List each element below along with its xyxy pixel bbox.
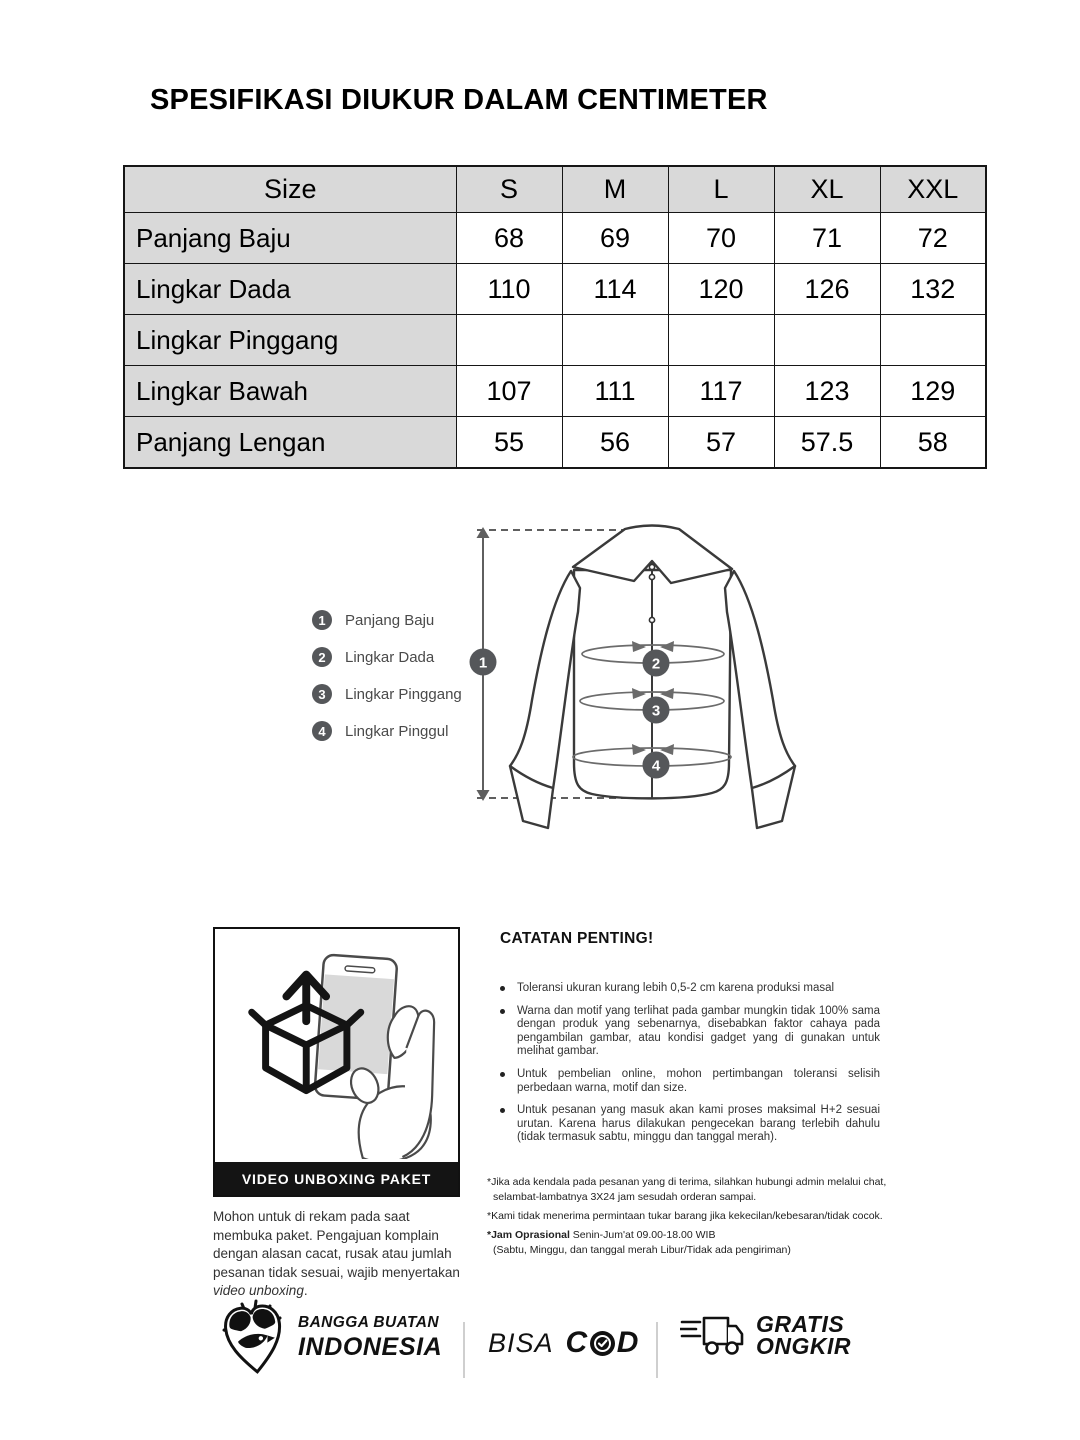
legend-item — [312, 721, 462, 741]
unboxing-note-text: Mohon untuk di rekam pada saat membuka paket. Pengajuan komplain dengan alasan cacat, rusak atau jumlah pesanan tidak sesuai, wajib menyertakan — [213, 1209, 460, 1280]
col-header-m: M — [562, 166, 668, 213]
row-label: Panjang Lengan — [124, 417, 456, 469]
size-cell: 107 — [456, 366, 562, 417]
table-row — [124, 264, 986, 315]
marker-1-num: 1 — [478, 654, 488, 672]
col-header-size: Size — [124, 166, 456, 213]
size-cell: 110 — [456, 264, 562, 315]
size-cell: 55 — [456, 417, 562, 469]
truck-icon — [680, 1310, 746, 1360]
size-cell: 57 — [668, 417, 774, 469]
cod-letter-c: C — [565, 1326, 588, 1359]
size-cell — [880, 315, 986, 366]
badge-divider — [656, 1322, 658, 1378]
size-cell: 126 — [774, 264, 880, 315]
legend-item — [312, 610, 462, 630]
ongkir-line2: ONGKIR — [756, 1333, 851, 1359]
badge-bisa-cod — [488, 1326, 639, 1360]
row-label: Panjang Baju — [124, 213, 456, 264]
footnote-rest: Senin-Jum'at 09.00-18.00 WIB — [569, 1229, 716, 1241]
table-row — [124, 366, 986, 417]
unboxing-note-suffix: . — [303, 1283, 308, 1298]
size-cell: 71 — [774, 213, 880, 264]
badge-bangga-buatan-indonesia — [218, 1296, 442, 1380]
col-header-l: L — [668, 166, 774, 213]
size-cell: 114 — [562, 264, 668, 315]
size-cell: 57.5 — [774, 417, 880, 469]
cod-letter-d: D — [616, 1326, 639, 1359]
page-title: SPESIFIKASI DIUKUR DALAM CENTIMETER — [150, 84, 768, 116]
col-header-s: S — [456, 166, 562, 213]
size-cell: 132 — [880, 264, 986, 315]
row-label: Lingkar Dada — [124, 264, 456, 315]
heart-logo-icon — [218, 1296, 290, 1380]
size-table — [123, 165, 987, 469]
marker-4-num: 4 — [651, 757, 661, 775]
col-header-xl: XL — [774, 166, 880, 213]
size-cell: 117 — [668, 366, 774, 417]
col-header-xxl: XXL — [880, 166, 986, 213]
size-cell: 120 — [668, 264, 774, 315]
legend-badge-1: 1 — [312, 610, 332, 630]
unboxing-note — [213, 1208, 467, 1301]
size-cell: 111 — [562, 366, 668, 417]
made-in-line1: BANGGA BUATAN — [298, 1314, 439, 1331]
legend-badge-3: 3 — [312, 684, 332, 704]
footnote-line: *Jika ada kendala pada pesanan yang di terima, silahkan hubungi admin melalui chat, — [487, 1176, 887, 1188]
row-label: Lingkar Pinggang — [124, 315, 456, 366]
cod-logo — [566, 1326, 639, 1360]
table-row — [124, 417, 986, 469]
footnote-bold: *Jam Oprasional — [487, 1229, 570, 1241]
footnote-line — [487, 1229, 889, 1242]
legend-item — [312, 647, 462, 667]
marker-2-num: 2 — [651, 655, 661, 673]
size-cell — [456, 315, 562, 366]
legend-label: Lingkar Dada — [345, 648, 435, 666]
size-table-header-row — [124, 166, 986, 213]
measurement-diagram — [290, 500, 850, 880]
legend-badge-4: 4 — [312, 721, 332, 741]
legend-badge-2: 2 — [312, 647, 332, 667]
note-bullet: Warna dan motif yang terlihat pada gambar mungkin tidak 100% sama dengan produk yang sebenarnya, disebabkan faktor cahaya pada pengambilan gambar, atau kondisi gadget yang di gunakan untuk melihat gambar. — [500, 1005, 880, 1059]
row-label: Lingkar Bawah — [124, 366, 456, 417]
cod-word: BISA — [488, 1327, 554, 1358]
size-cell: 129 — [880, 366, 986, 417]
legend-label: Lingkar Pinggang — [345, 685, 462, 703]
size-cell — [668, 315, 774, 366]
footnote-line: selambat-lambatnya 3X24 jam sesudah orderan sampai. — [493, 1191, 757, 1203]
size-cell — [774, 315, 880, 366]
note-bullet: Untuk pesanan yang masuk akan kami proses maksimal H+2 sesuai urutan. Karena harus dilakukan pengecekan barang terlebih dahulu (tidak termasuk sabtu, minggu dan tanggal merah). — [500, 1104, 880, 1145]
made-in-line2: INDONESIA — [298, 1333, 443, 1361]
note-bullet: Toleransi ukuran kurang lebih 0,5-2 cm karena produksi masal — [500, 982, 880, 996]
footnote-line: (Sabtu, Minggu, dan tanggal merah Libur/Tidak ada pengiriman) — [493, 1244, 791, 1256]
size-cell: 58 — [880, 417, 986, 469]
size-cell — [562, 315, 668, 366]
ongkir-text — [756, 1313, 851, 1357]
unboxing-illustration — [215, 929, 454, 1159]
made-in-text — [298, 1314, 442, 1362]
notes-list — [500, 982, 880, 1145]
marker-3-num: 3 — [651, 702, 661, 720]
footnote-line: *Kami tidak menerima permintaan tukar barang jika kekecilan/kebesaran/tidak cocok. — [487, 1210, 883, 1222]
badge-gratis-ongkir — [680, 1310, 851, 1360]
size-cell: 56 — [562, 417, 668, 469]
size-cell: 72 — [880, 213, 986, 264]
size-cell: 69 — [562, 213, 668, 264]
ongkir-line1: GRATIS — [756, 1311, 845, 1337]
legend-item — [312, 684, 462, 704]
size-cell: 123 — [774, 366, 880, 417]
size-cell: 70 — [668, 213, 774, 264]
table-row — [124, 315, 986, 366]
legend-label: Lingkar Pinggul — [345, 722, 449, 740]
size-cell: 68 — [456, 213, 562, 264]
cod-check-icon — [589, 1330, 616, 1357]
badge-divider — [463, 1322, 465, 1378]
note-bullet: Untuk pembelian online, mohon pertimbangan toleransi selisih perbedaan warna, motif dan size. — [500, 1068, 880, 1095]
unboxing-note-italic: video unboxing — [213, 1283, 304, 1298]
notes-heading: CATATAN PENTING! — [500, 930, 654, 947]
badge-row — [0, 1296, 1080, 1386]
video-unboxing-card — [213, 927, 460, 1197]
footnotes — [487, 1176, 889, 1259]
table-row — [124, 213, 986, 264]
important-notes — [500, 930, 880, 1154]
diagram-legend — [312, 610, 462, 741]
legend-label: Panjang Baju — [345, 611, 435, 629]
unboxing-banner: VIDEO UNBOXING PAKET — [215, 1162, 458, 1195]
